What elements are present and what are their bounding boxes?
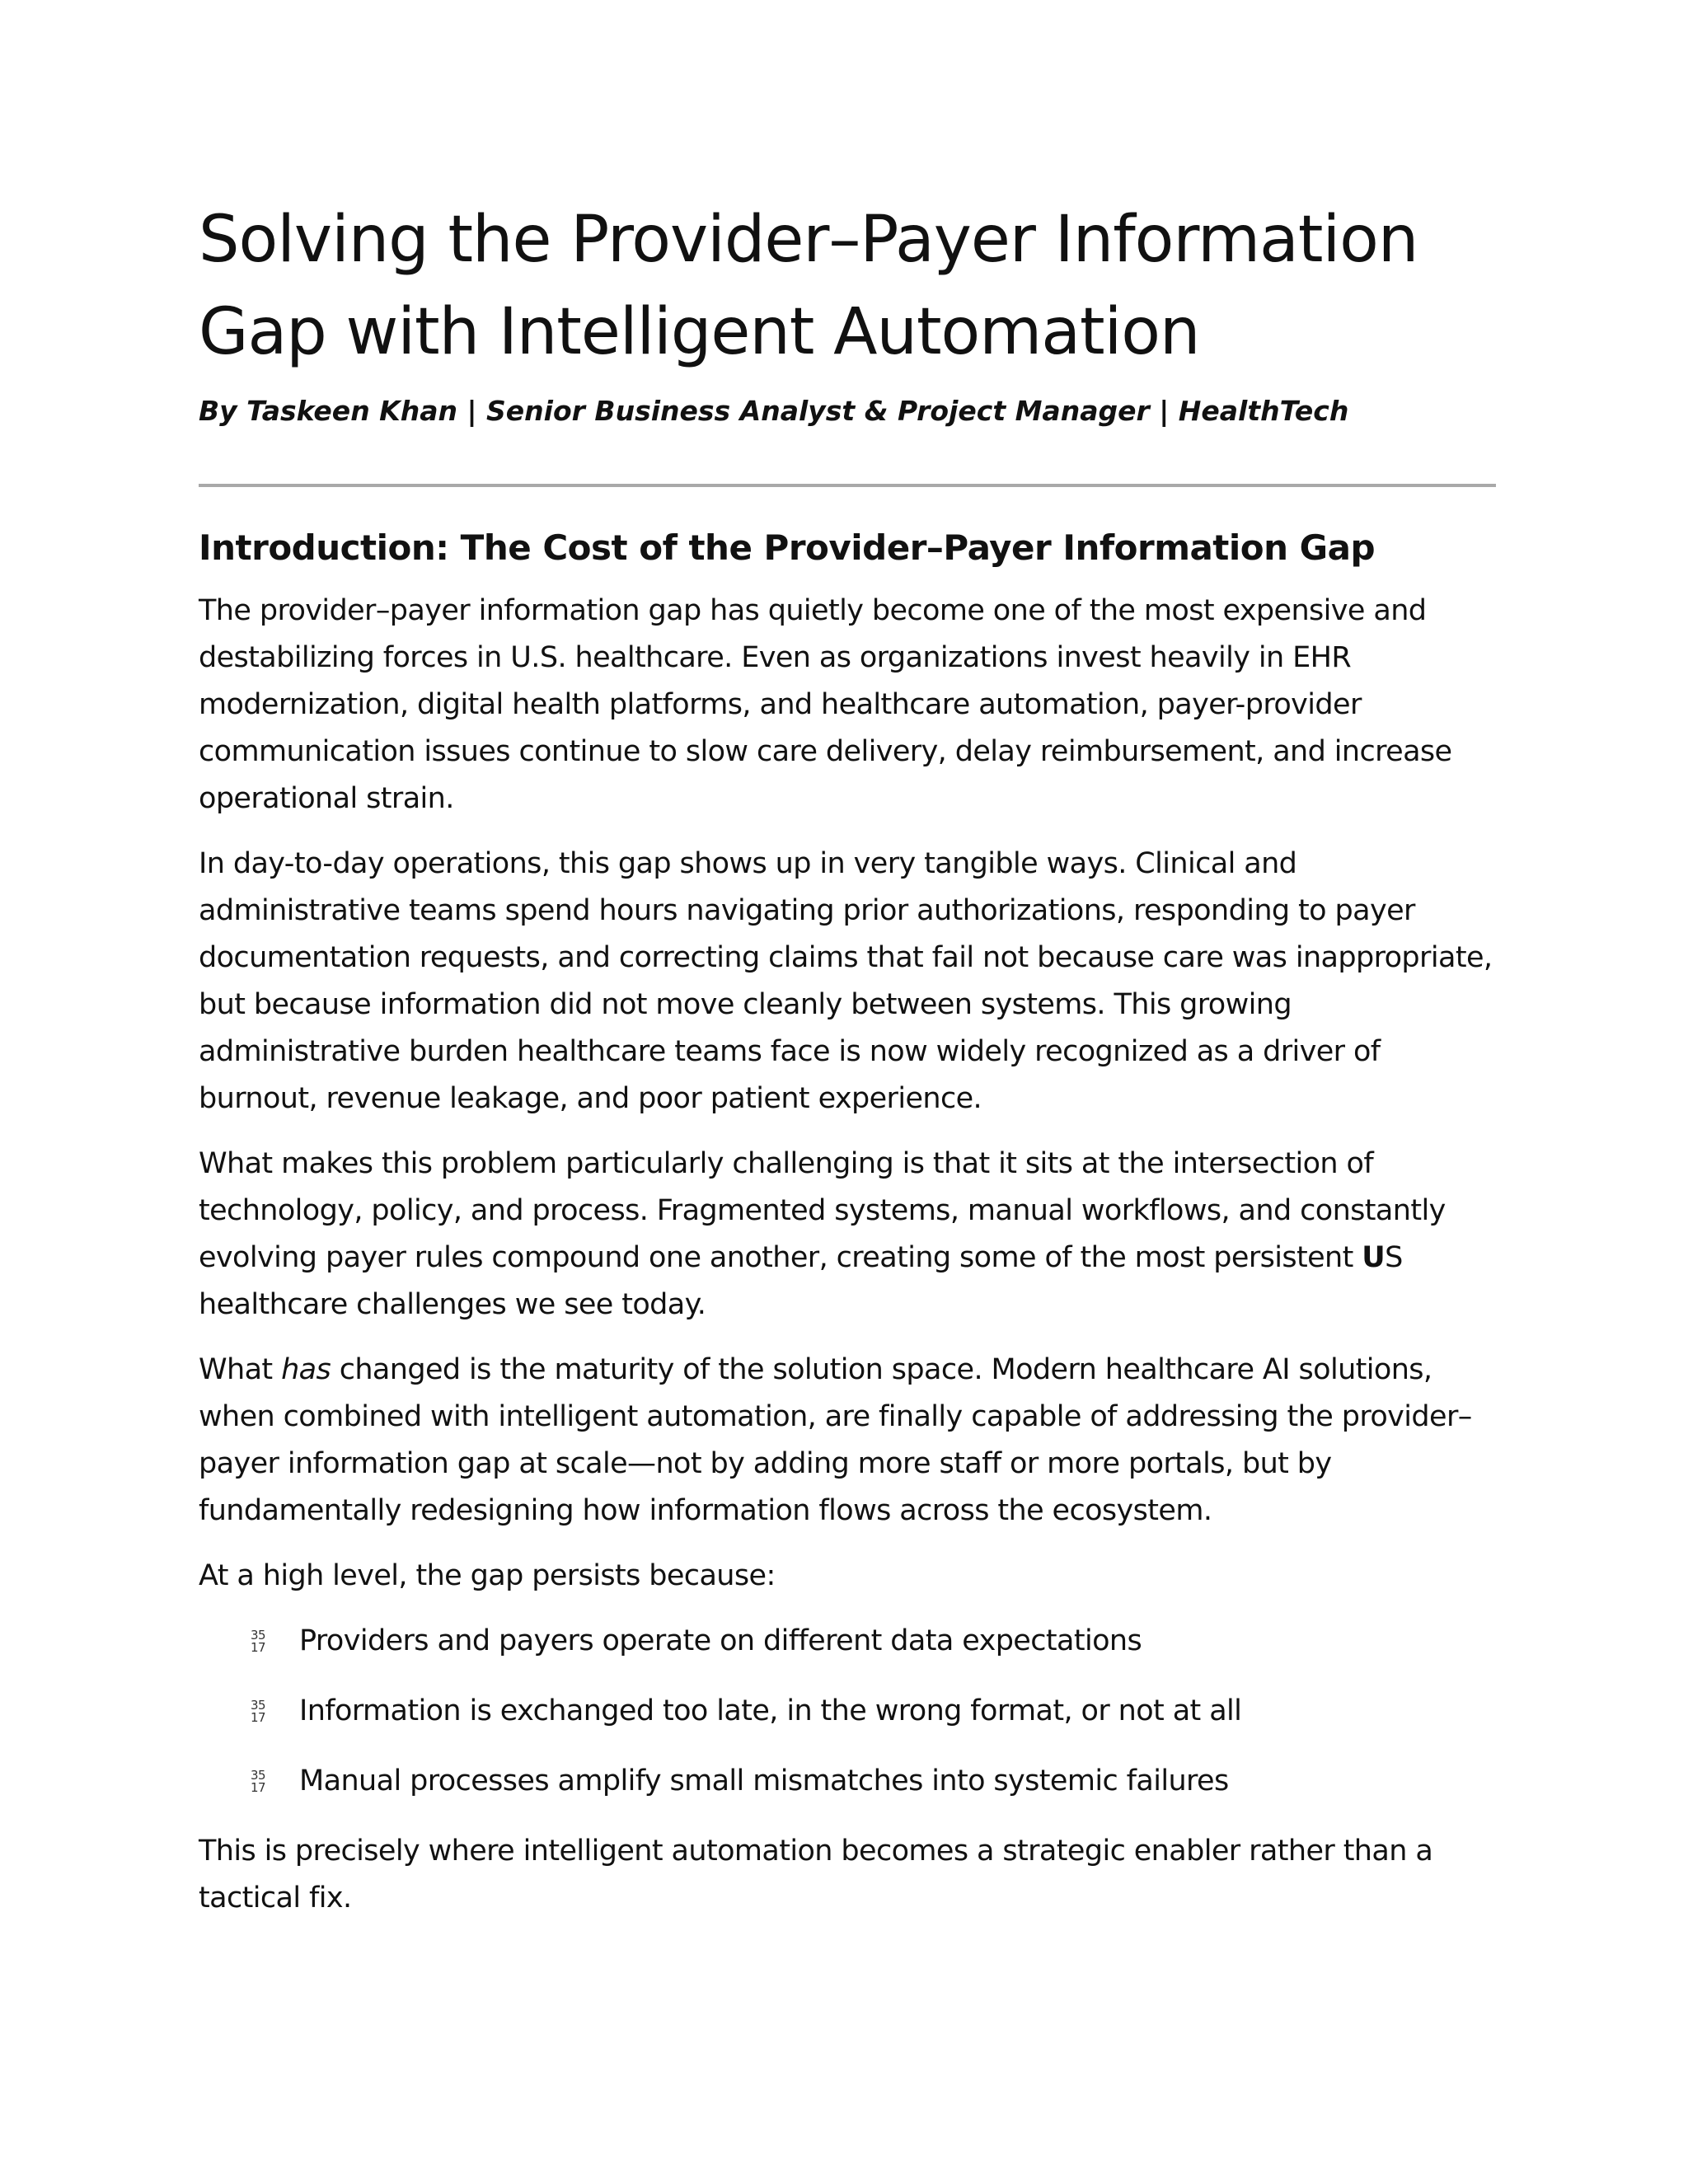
paragraph-5: At a high level, the gap persists because: — [199, 1559, 776, 1592]
document-title — [199, 194, 1493, 378]
list-item-text: Providers and payers operate on different data expectations — [299, 1624, 1142, 1657]
paragraph-4-text-b: changed is the maturity of the solution space. Modern healthcare AI solutions, when combined with intelligent automation, are finally capable of addressing the provider–payer information gap at scale—not by adding more staff or more portals, but by fundamentally redesigning how information flows across the ecosystem. — [199, 1353, 1472, 1527]
paragraph-4-italic: has — [281, 1353, 331, 1386]
section-heading: Introduction: The Cost of the Provider–Payer Information Gap — [199, 527, 1376, 568]
paragraph-3-text-a: What makes this problem particularly challenging is that it sits at the intersection of technology, policy, and process. Fragmented systems, manual workflows, and constantly evolving payer rules compound one another, creating some of the most persistent — [199, 1147, 1446, 1274]
bullet-list — [199, 1618, 1493, 1805]
list-item-text: Manual processes amplify small mismatches into systemic failures — [299, 1765, 1229, 1797]
title-line-2: Gap with Intelligent Automation — [199, 295, 1200, 369]
paragraph-4 — [199, 1347, 1493, 1535]
document-page — [199, 194, 1493, 1922]
paragraph-3 — [199, 1141, 1493, 1329]
list-item-text: Information is exchanged too late, in the wrong format, or not at all — [299, 1694, 1242, 1727]
list-item — [199, 1618, 1493, 1665]
paragraph-6: This is precisely where intelligent automation becomes a strategic enabler rather than a tactical fix. — [199, 1835, 1433, 1915]
paragraph-3-text-b: S healthcare challenges we see today. — [199, 1241, 1403, 1321]
paragraph-1: The provider–payer information gap has quietly become one of the most expensive and destabilizing forces in U.S. healthcare. Even as organizations invest heavily in EHR modernization, digital health platforms, and healthcare automation, payer-provider communication issues continue to slow care delivery, delay reimbursement, and increase operational strain. — [199, 594, 1452, 815]
horizontal-divider — [199, 484, 1496, 487]
author-byline: By Taskeen Khan | Senior Business Analyst & Project Manager | HealthTech — [199, 395, 1349, 427]
list-item — [199, 1688, 1493, 1735]
bullet-glyph-icon: 35 17 — [251, 1627, 265, 1655]
paragraph-2: In day-to-day operations, this gap shows up in very tangible ways. Clinical and administrative teams spend hours navigating prior authorizations, responding to payer documentation requests, and correcting claims that fail not because care was inappropriate, but because information did not move cleanly between systems. This growing administrative burden healthcare teams face is now widely recognized as a driver of burnout, revenue leakage, and poor patient experience. — [199, 847, 1493, 1115]
bullet-glyph-icon: 35 17 — [251, 1697, 265, 1725]
paragraph-4-text-a: What — [199, 1353, 282, 1386]
paragraph-3-bold: U — [1362, 1241, 1386, 1274]
list-item — [199, 1758, 1493, 1805]
bullet-glyph-icon: 35 17 — [251, 1767, 265, 1795]
title-line-1: Solving the Provider–Payer Information — [199, 203, 1418, 277]
